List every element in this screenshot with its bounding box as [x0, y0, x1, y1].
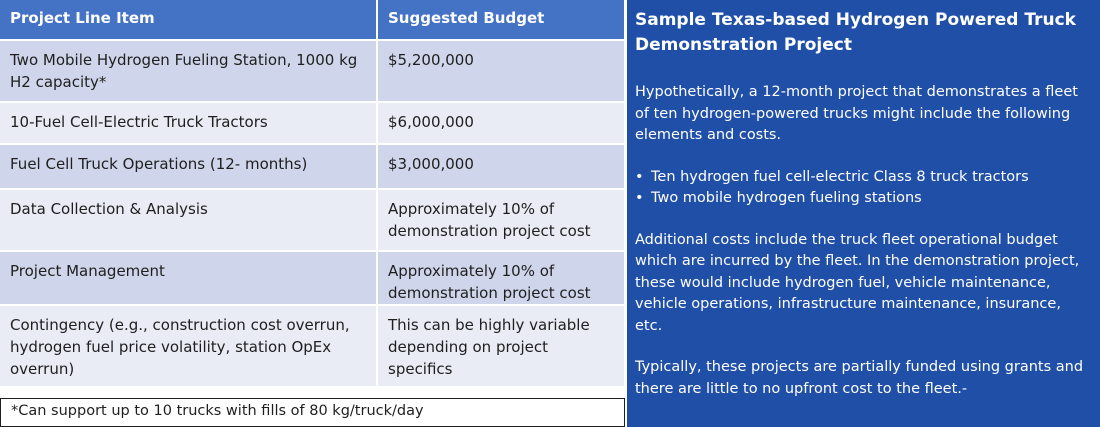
line-item-cell: Two Mobile Hydrogen Fueling Station, 1000 kg H2 capacity*: [0, 40, 377, 102]
table-row: [0, 251, 625, 305]
budget-cell: Approximately 10% of demonstration project cost: [377, 189, 625, 251]
summary-intro: Hypothetically, a 12-month project that demonstrates a fleet of ten hydrogen-powered trucks might include the following elements and costs.: [635, 84, 1078, 143]
table-footnote: *Can support up to 10 trucks with fills of 80 kg/truck/day: [0, 398, 625, 427]
summary-bullet-list: [635, 167, 1090, 210]
list-item: [635, 167, 1090, 189]
summary-title: Sample Texas-based Hydrogen Powered Truck Demonstration Project: [635, 10, 1076, 55]
project-summary-panel: [627, 0, 1100, 427]
summary-additional-costs: Additional costs include the truck fleet operational budget which are incurred by the fleet. In the demonstration project, these would include hydrogen fuel, vehicle maintenance, vehicle operations, infrastructure maintenance, insurance, etc.: [635, 231, 1080, 334]
line-item-cell: Project Management: [0, 251, 377, 305]
budget-cell: This can be highly variable depending on project specifics: [377, 305, 625, 387]
budget-cell: $5,200,000: [377, 40, 625, 102]
table-row: [0, 102, 625, 144]
table-row: [0, 40, 625, 102]
line-item-cell: Contingency (e.g., construction cost overrun, hydrogen fuel price volatility, station OpEx overrun): [0, 305, 377, 387]
bullet-icon: •: [635, 168, 644, 185]
header-project-line-item: Project Line Item: [0, 0, 377, 40]
bullet-icon: •: [635, 190, 644, 206]
line-item-cell: Data Collection & Analysis: [0, 189, 377, 251]
list-item-text: Ten hydrogen fuel cell-electric Class 8 truck tractors: [651, 168, 1029, 185]
budget-cell: Approximately 10% of demonstration project cost: [377, 251, 625, 305]
summary-closing: Typically, these projects are partially funded using grants and there are little to no upfront cost to the fleet.-: [635, 359, 1084, 397]
header-suggested-budget: Suggested Budget: [377, 0, 625, 40]
table-row: [0, 144, 625, 189]
line-item-cell: 10-Fuel Cell-Electric Truck Tractors: [0, 102, 377, 144]
table-header-row: [0, 0, 625, 40]
list-item-text: Two mobile hydrogen fueling stations: [651, 190, 922, 206]
list-item: [635, 188, 1090, 210]
table-row: [0, 305, 625, 387]
line-item-cell: Fuel Cell Truck Operations (12- months): [0, 144, 377, 189]
budget-cell: $3,000,000: [377, 144, 625, 189]
budget-cell: $6,000,000: [377, 102, 625, 144]
table-row: [0, 189, 625, 251]
